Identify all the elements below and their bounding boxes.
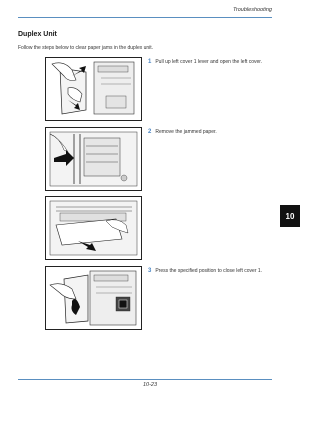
- step-2: [148, 129, 217, 135]
- section-heading: Duplex Unit: [18, 31, 57, 38]
- jam-removal-illustration: [45, 196, 142, 260]
- header-divider: [18, 17, 272, 18]
- step-3-illustration: [45, 266, 142, 330]
- page-number: 10-23: [142, 382, 158, 388]
- step-text: Press the specified position to close left cover 1.: [155, 268, 263, 274]
- intro-paragraph: Follow the steps below to clear paper jams in the duplex unit.: [18, 45, 154, 51]
- step-number: 1: [148, 59, 152, 65]
- step-text: Remove the jammed paper.: [155, 129, 217, 135]
- step-text: Pull up left cover 1 lever and open the left cover.: [155, 59, 263, 65]
- running-header: Troubleshooting: [232, 7, 272, 13]
- step-1-illustration: [45, 57, 142, 121]
- chapter-tab: 10: [280, 205, 300, 227]
- step-1: [148, 59, 262, 65]
- step-number: 3: [148, 268, 152, 274]
- step-number: 2: [148, 129, 152, 135]
- footer-divider: [18, 379, 272, 380]
- step-3: [148, 268, 262, 274]
- step-2-illustration: [45, 127, 142, 191]
